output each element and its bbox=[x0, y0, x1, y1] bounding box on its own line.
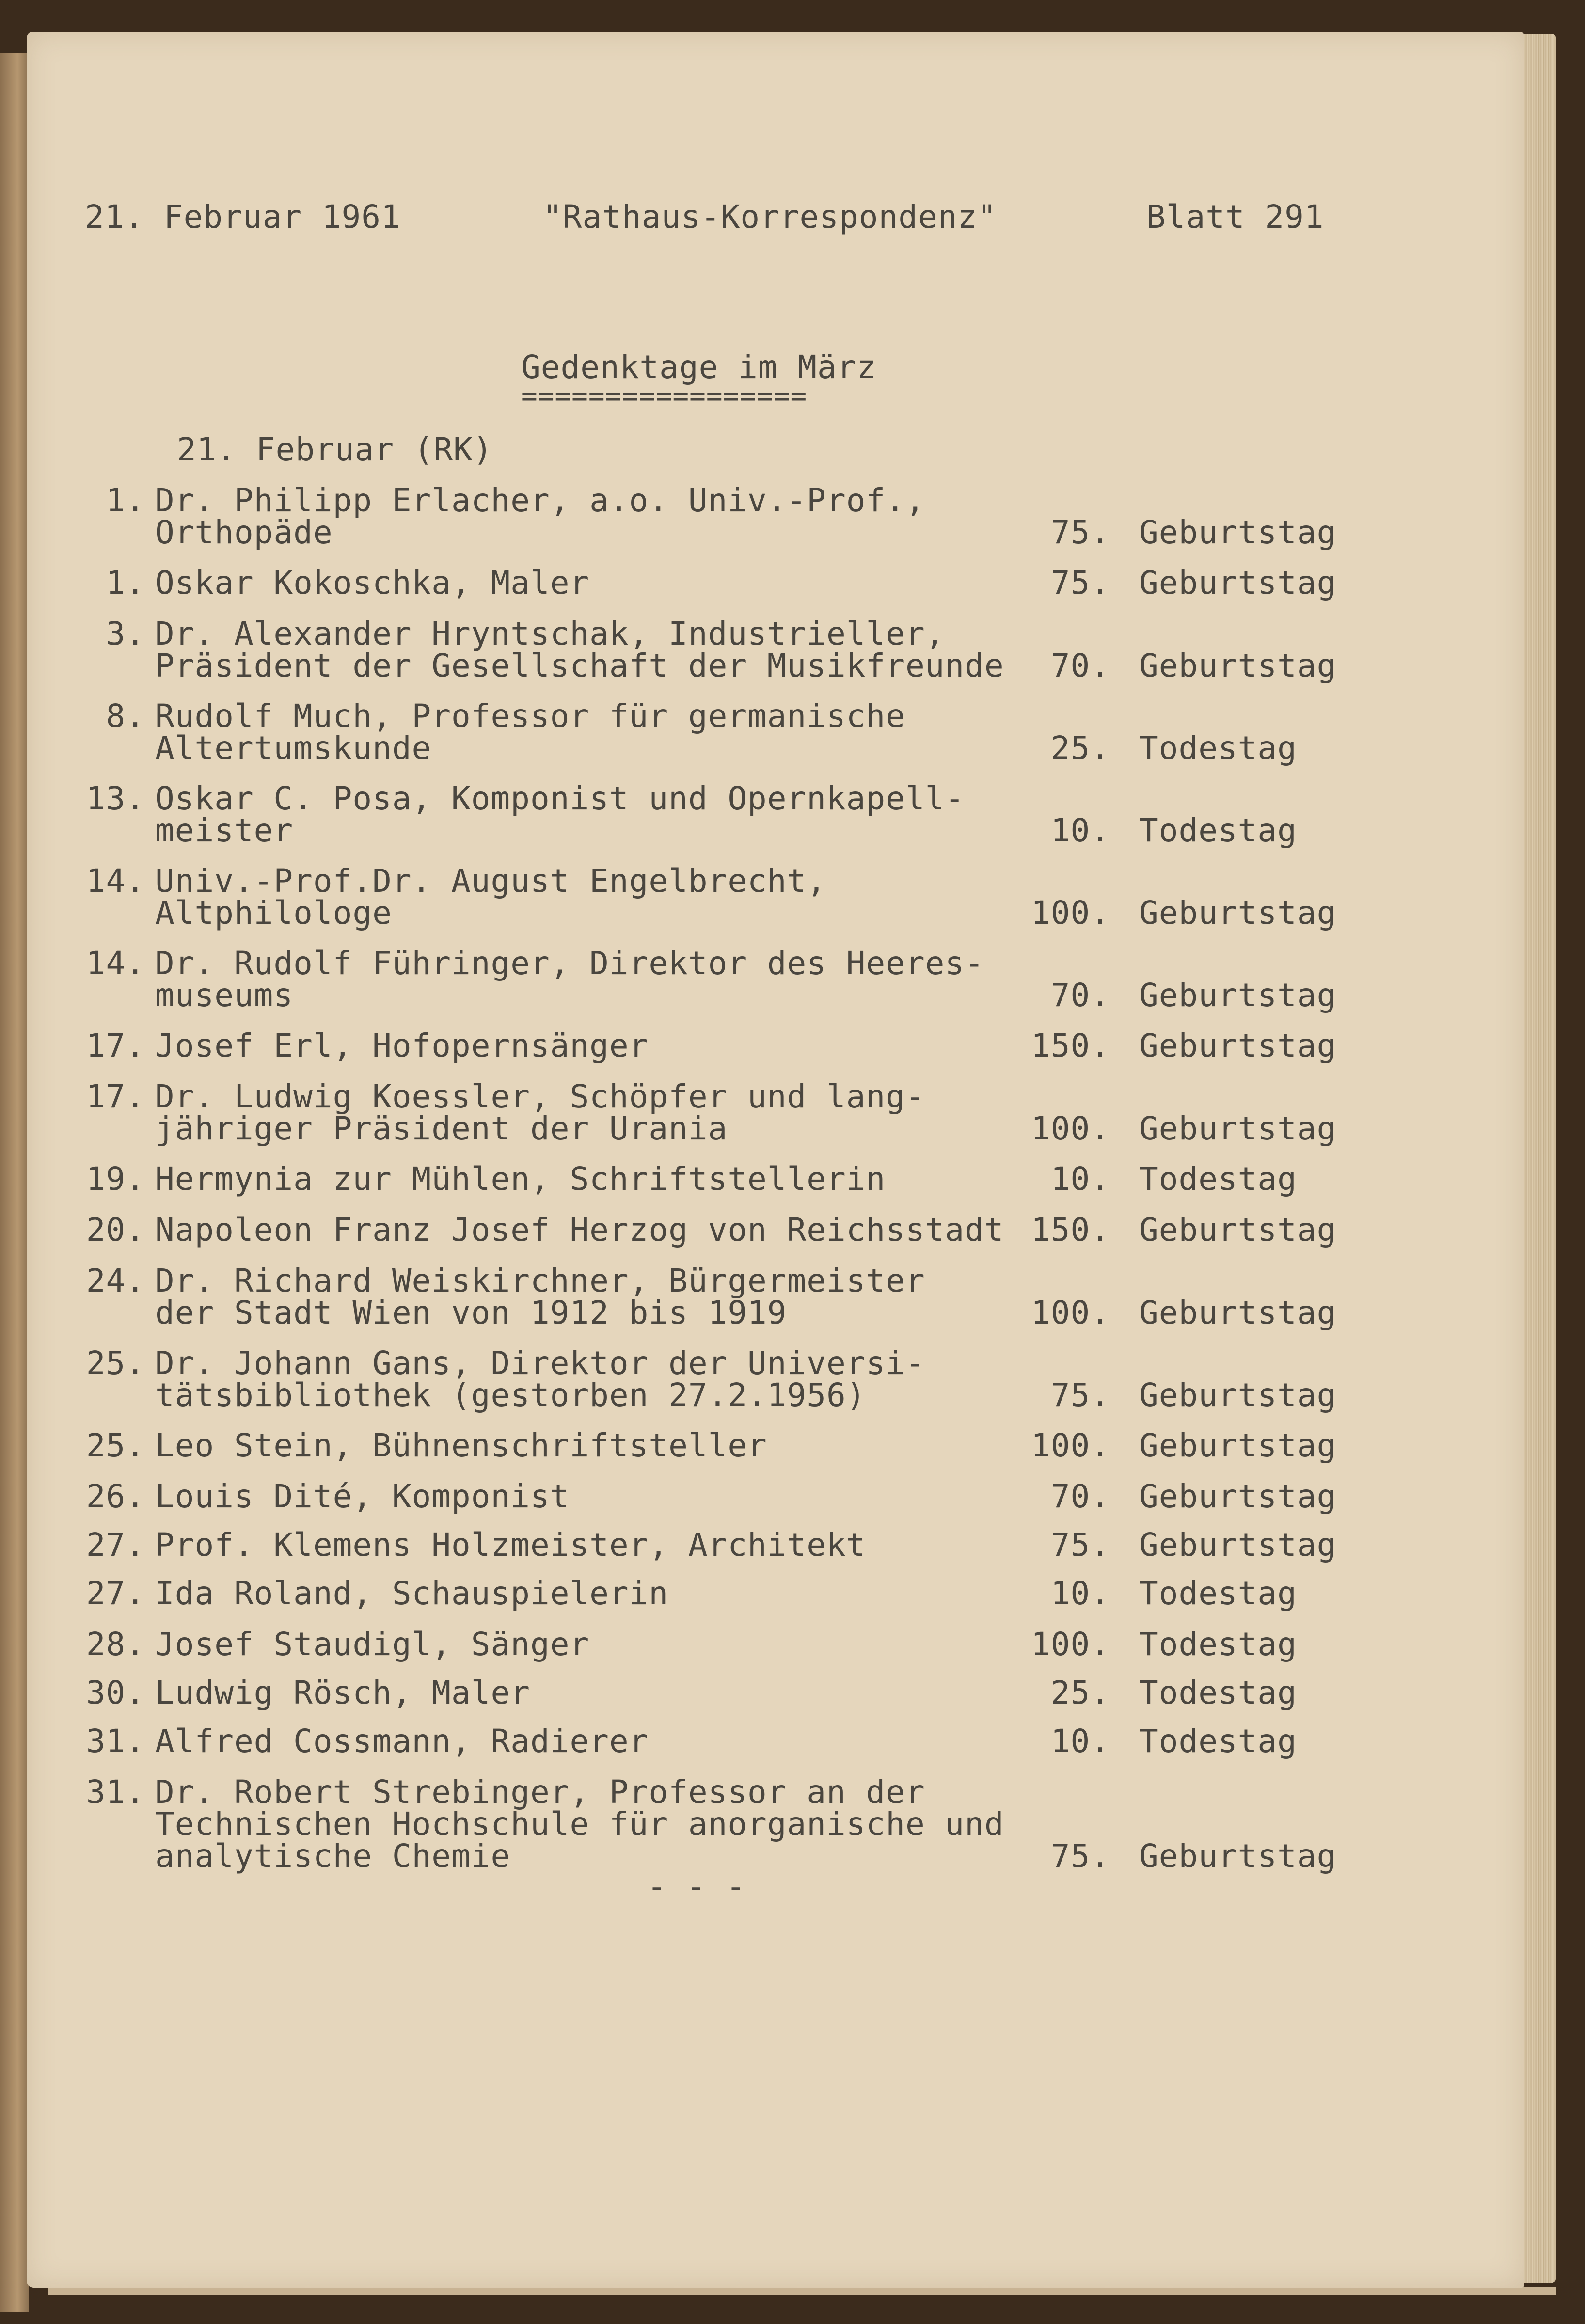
entry-text-line: Dr. Rudolf Führinger, Direktor des Heeres- bbox=[155, 945, 984, 982]
title-underline: ================= bbox=[521, 380, 808, 412]
entry-years: 100. bbox=[1031, 1294, 1110, 1331]
entry-text-line: meister bbox=[155, 812, 294, 849]
header-date: 21. Februar 1961 bbox=[85, 198, 401, 236]
page-edges bbox=[1524, 34, 1556, 2283]
entry-day: 14. bbox=[86, 945, 145, 982]
entry-text-line: Dr. Johann Gans, Direktor der Universi- bbox=[155, 1344, 925, 1382]
entry-type: Geburtstag bbox=[1139, 1294, 1337, 1331]
entry-type: Todestag bbox=[1139, 1626, 1297, 1663]
entry-type: Geburtstag bbox=[1139, 1211, 1337, 1249]
entry-type: Geburtstag bbox=[1139, 514, 1337, 551]
entry-text-line: Josef Erl, Hofopernsänger bbox=[155, 1027, 649, 1064]
entry-day: 25. bbox=[86, 1344, 145, 1382]
entry-years: 10. bbox=[1050, 1575, 1110, 1612]
entry-day: 30. bbox=[86, 1674, 145, 1711]
entry-text-line: Josef Staudigl, Sänger bbox=[155, 1626, 590, 1663]
entry-day: 31. bbox=[86, 1723, 145, 1760]
entry-years: 100. bbox=[1031, 1626, 1110, 1663]
entry-day: 14. bbox=[86, 862, 145, 900]
entry-years: 75. bbox=[1050, 1376, 1110, 1414]
entry-day: 25. bbox=[86, 1427, 145, 1464]
entry-text-line: Dr. Robert Strebinger, Professor an der bbox=[155, 1773, 925, 1811]
entry-years: 25. bbox=[1050, 729, 1110, 767]
entry-years: 100. bbox=[1031, 1110, 1110, 1147]
entry-type: Geburtstag bbox=[1139, 894, 1337, 932]
entry-text-line: Oskar Kokoschka, Maler bbox=[155, 564, 590, 601]
entry-type: Geburtstag bbox=[1139, 647, 1337, 684]
entry-years: 10. bbox=[1050, 1723, 1110, 1760]
entry-type: Geburtstag bbox=[1139, 977, 1337, 1014]
entry-text-line: Dr. Alexander Hryntschak, Industrieller, bbox=[155, 615, 945, 652]
entry-text-line: Dr. Richard Weiskirchner, Bürgermeister bbox=[155, 1262, 925, 1299]
page-title: Gedenktage im März bbox=[521, 348, 877, 386]
entry-text-line: jähriger Präsident der Urania bbox=[155, 1110, 728, 1147]
entry-type: Todestag bbox=[1139, 1575, 1297, 1612]
entry-years: 70. bbox=[1050, 977, 1110, 1014]
entry-years: 150. bbox=[1031, 1211, 1110, 1249]
entry-type: Geburtstag bbox=[1139, 1837, 1337, 1875]
entry-text-line: Orthopäde bbox=[155, 514, 333, 551]
entry-day: 27. bbox=[86, 1575, 145, 1612]
entry-text-line: Altertumskunde bbox=[155, 729, 432, 767]
entry-text-line: Alfred Cossmann, Radierer bbox=[155, 1723, 649, 1760]
entry-text-line: analytische Chemie bbox=[155, 1837, 511, 1875]
entry-text-line: Leo Stein, Bühnenschriftsteller bbox=[155, 1427, 767, 1464]
entry-type: Todestag bbox=[1139, 1160, 1297, 1198]
entry-years: 150. bbox=[1031, 1027, 1110, 1064]
end-mark: - - - bbox=[647, 1868, 746, 1905]
entry-years: 75. bbox=[1050, 564, 1110, 601]
entry-text-line: Präsident der Gesellschaft der Musikfreunde bbox=[155, 647, 1004, 684]
entry-type: Geburtstag bbox=[1139, 1110, 1337, 1147]
entry-text-line: Prof. Klemens Holzmeister, Architekt bbox=[155, 1526, 866, 1564]
entry-type: Todestag bbox=[1139, 1674, 1297, 1711]
entry-text-line: Napoleon Franz Josef Herzog von Reichsstadt bbox=[155, 1211, 1004, 1249]
entry-years: 70. bbox=[1050, 647, 1110, 684]
entry-text-line: tätsbibliothek (gestorben 27.2.1956) bbox=[155, 1376, 866, 1414]
entry-years: 10. bbox=[1050, 812, 1110, 849]
bottom-page-edge bbox=[48, 2287, 1556, 2295]
entry-type: Todestag bbox=[1139, 729, 1297, 767]
entry-day: 1. bbox=[106, 482, 145, 519]
entry-day: 26. bbox=[86, 1478, 145, 1515]
entry-text-line: Oskar C. Posa, Komponist und Opernkapell- bbox=[155, 780, 965, 817]
entry-day: 20. bbox=[86, 1211, 145, 1249]
entry-text-line: Dr. Ludwig Koessler, Schöpfer und lang- bbox=[155, 1078, 925, 1115]
entry-text-line: Louis Dité, Komponist bbox=[155, 1478, 570, 1515]
entry-text-line: der Stadt Wien von 1912 bis 1919 bbox=[155, 1294, 787, 1331]
entry-day: 28. bbox=[86, 1626, 145, 1663]
entry-text-line: museums bbox=[155, 977, 294, 1014]
dateline: 21. Februar (RK) bbox=[177, 431, 493, 468]
entry-years: 25. bbox=[1050, 1674, 1110, 1711]
entry-text-line: Rudolf Much, Professor für germanische bbox=[155, 697, 905, 735]
entry-day: 17. bbox=[86, 1027, 145, 1064]
entry-type: Geburtstag bbox=[1139, 1027, 1337, 1064]
entry-text-line: Hermynia zur Mühlen, Schriftstellerin bbox=[155, 1160, 886, 1198]
entry-day: 17. bbox=[86, 1078, 145, 1115]
entry-years: 75. bbox=[1050, 1526, 1110, 1564]
entry-type: Geburtstag bbox=[1139, 1478, 1337, 1515]
entry-type: Todestag bbox=[1139, 812, 1297, 849]
entry-text-line: Univ.-Prof.Dr. August Engelbrecht, bbox=[155, 862, 827, 900]
entry-years: 100. bbox=[1031, 1427, 1110, 1464]
entry-day: 1. bbox=[106, 564, 145, 601]
entry-type: Geburtstag bbox=[1139, 1376, 1337, 1414]
entry-day: 27. bbox=[86, 1526, 145, 1564]
entry-text-line: Technischen Hochschule für anorganische und bbox=[155, 1805, 1004, 1843]
entry-day: 13. bbox=[86, 780, 145, 817]
entry-type: Geburtstag bbox=[1139, 1526, 1337, 1564]
entry-type: Geburtstag bbox=[1139, 564, 1337, 601]
entry-text-line: Ludwig Rösch, Maler bbox=[155, 1674, 530, 1711]
entry-day: 3. bbox=[106, 615, 145, 652]
entry-text-line: Ida Roland, Schauspielerin bbox=[155, 1575, 669, 1612]
entry-type: Geburtstag bbox=[1139, 1427, 1337, 1464]
entry-day: 24. bbox=[86, 1262, 145, 1299]
entry-type: Todestag bbox=[1139, 1723, 1297, 1760]
entry-years: 75. bbox=[1050, 514, 1110, 551]
entry-years: 75. bbox=[1050, 1837, 1110, 1875]
entry-text-line: Altphilologe bbox=[155, 894, 392, 932]
entry-years: 70. bbox=[1050, 1478, 1110, 1515]
header-sheet: Blatt 291 bbox=[1146, 198, 1324, 236]
entry-day: 19. bbox=[86, 1160, 145, 1198]
entry-day: 8. bbox=[106, 697, 145, 735]
entry-years: 10. bbox=[1050, 1160, 1110, 1198]
entry-years: 100. bbox=[1031, 894, 1110, 932]
entry-text-line: Dr. Philipp Erlacher, a.o. Univ.-Prof., bbox=[155, 482, 925, 519]
header-publication: "Rathaus-Korrespondenz" bbox=[543, 198, 997, 236]
entry-day: 31. bbox=[86, 1773, 145, 1811]
